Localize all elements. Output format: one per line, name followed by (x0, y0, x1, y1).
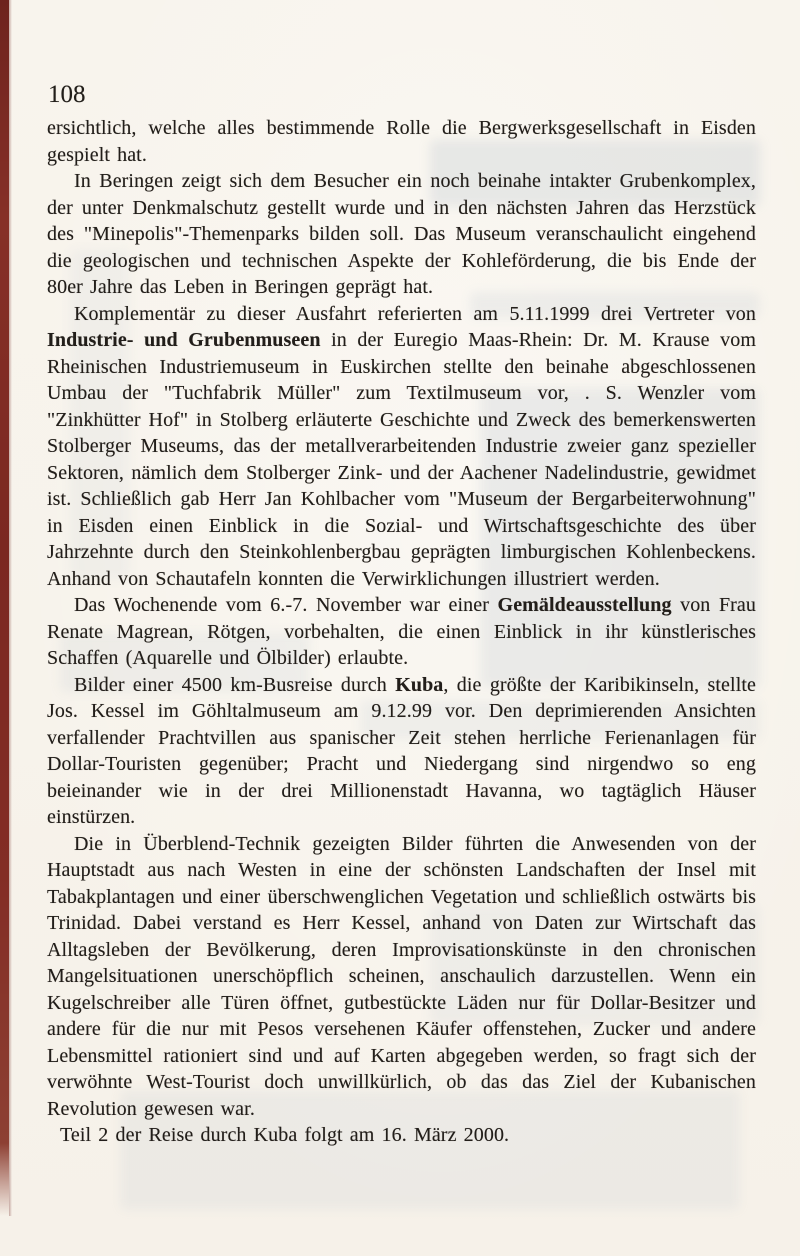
page-edge-red-strip (0, 0, 9, 1216)
paragraph-text: Komplementär zu dieser Ausfahrt referierten am 5.11.1999 drei Vertreter von (74, 302, 756, 325)
paragraph (47, 672, 756, 831)
paragraph-text: In Beringen zeigt sich dem Besucher ein noch beinahe intakter Grubenkomplex, der unter Denkmalschutz gestellt wurde und in den nächsten Jahren das Herzstück des "Minepolis"-Themenparks bilden soll. Das Museum veranschaulicht eingehend die geologischen und technischen Aspekte der Kohleförderung, die bis Ende der 80er Jahre das Leben in Beringen geprägt hat. (47, 170, 756, 298)
paragraph (47, 831, 756, 1123)
paragraph (47, 301, 756, 593)
body-text (47, 115, 756, 1149)
paragraph-text: Das Wochenende vom 6.-7. November war einer (74, 594, 498, 616)
paragraph-bold-text: Gemäldeausstellung (497, 594, 672, 616)
paragraph-text: Bilder einer 4500 km-Busreise durch (74, 673, 396, 696)
paragraph (47, 1122, 756, 1149)
paragraph (47, 115, 756, 168)
paragraph (47, 592, 756, 672)
paragraph (47, 168, 756, 301)
paragraph-text: Teil 2 der Reise durch Kuba folgt am 16. März 2000. (60, 1124, 510, 1146)
paragraph-text: Die in Überblend-Technik gezeigten Bilder führten die Anwesenden von der Hauptstadt aus nach Westen in eine der schönsten Landschaften der Insel mit Tabakplantagen und einer überschwenglichen Vegetation und schließlich ostwärts bis Trinidad. Dabei verstand es Herr Kessel, anhand von Daten zur Wirtschaft das Alltagsleben der Bevölkerung, deren Improvisationskünste in den chronischen Mangelsituationen unerschöpflich scheinen, anschaulich darzustellen. Wenn ein Kugelschreiber alle Türen öffnet, gutbestückte Läden nur für Dollar-Besitzer und andere für die nur mit Pesos versehenen Käufer offenstehen, Zucker und andere Lebensmittel rationiert sind und auf Karten abgegeben werden, so fragt sich der verwöhnte West-Tourist doch unwillkürlich, ob das das Ziel der Kubanischen Revolution gewesen war. (47, 832, 756, 1120)
text-block (47, 82, 756, 1149)
paragraph-text: , die größte der Karibikinseln, stellte Jos. Kessel im Göhltalmuseum am 9.12.99 vor. Den deprimierenden Ansichten verfallender Prachtvillen aus spanischer Zeit stehen herrliche Ferienanlagen für Dollar-Touristen gegenüber; Pracht und Niedergang sind nirgendwo so eng beieinander wie in der drei Millionenstadt Havanna, wo tagtäglich Häuser einstürzen. (47, 673, 756, 828)
paragraph-bold-text: Kuba (395, 673, 444, 696)
paragraph-text: ersichtlich, welche alles bestimmende Rolle die Bergwerksgesellschaft in Eisden gespielt hat. (47, 117, 756, 166)
paragraph-text: in der Euregio Maas-Rhein: Dr. M. Krause vom Rheinischen Industriemuseum in Euskirchen stellte den beinahe abgeschlossenen Umbau der "Tuchfabrik Müller" zum Textilmuseum vor, . S. Wenzler vom "Zinkhütter Hof" in Stolberg erläuterte Geschichte und Zweck des bemerkenswerten Stolberger Museums, das der metallverarbeitenden Industrie zweier ganz spezieller Sektoren, nämlich dem Stolberger Zink- und der Aachener Nadelindustrie, gewidmet ist. Schließlich gab Herr Jan Kohlbacher vom "Museum der Bergarbeiterwohnung" in Eisden einen Einblick in die Sozial- und Wirtschaftsgeschichte des über Jahrzehnte durch den Steinkohlenbergbau geprägten limburgischen Kohlenbeckens. Anhand von Schautafeln konnten die Verwirklichungen illustriert werden. (47, 329, 756, 590)
paragraph-bold-text: Industrie- und Grubenmuseen (47, 329, 321, 351)
paragraph-text: von Frau Renate Magrean, Rötgen, vorbehalten, die einen Einblick in ihr künstlerisches Schaffen (Aquarelle und Ölbilder) erlaubte. (47, 594, 756, 669)
page-number: 108 (48, 81, 86, 108)
